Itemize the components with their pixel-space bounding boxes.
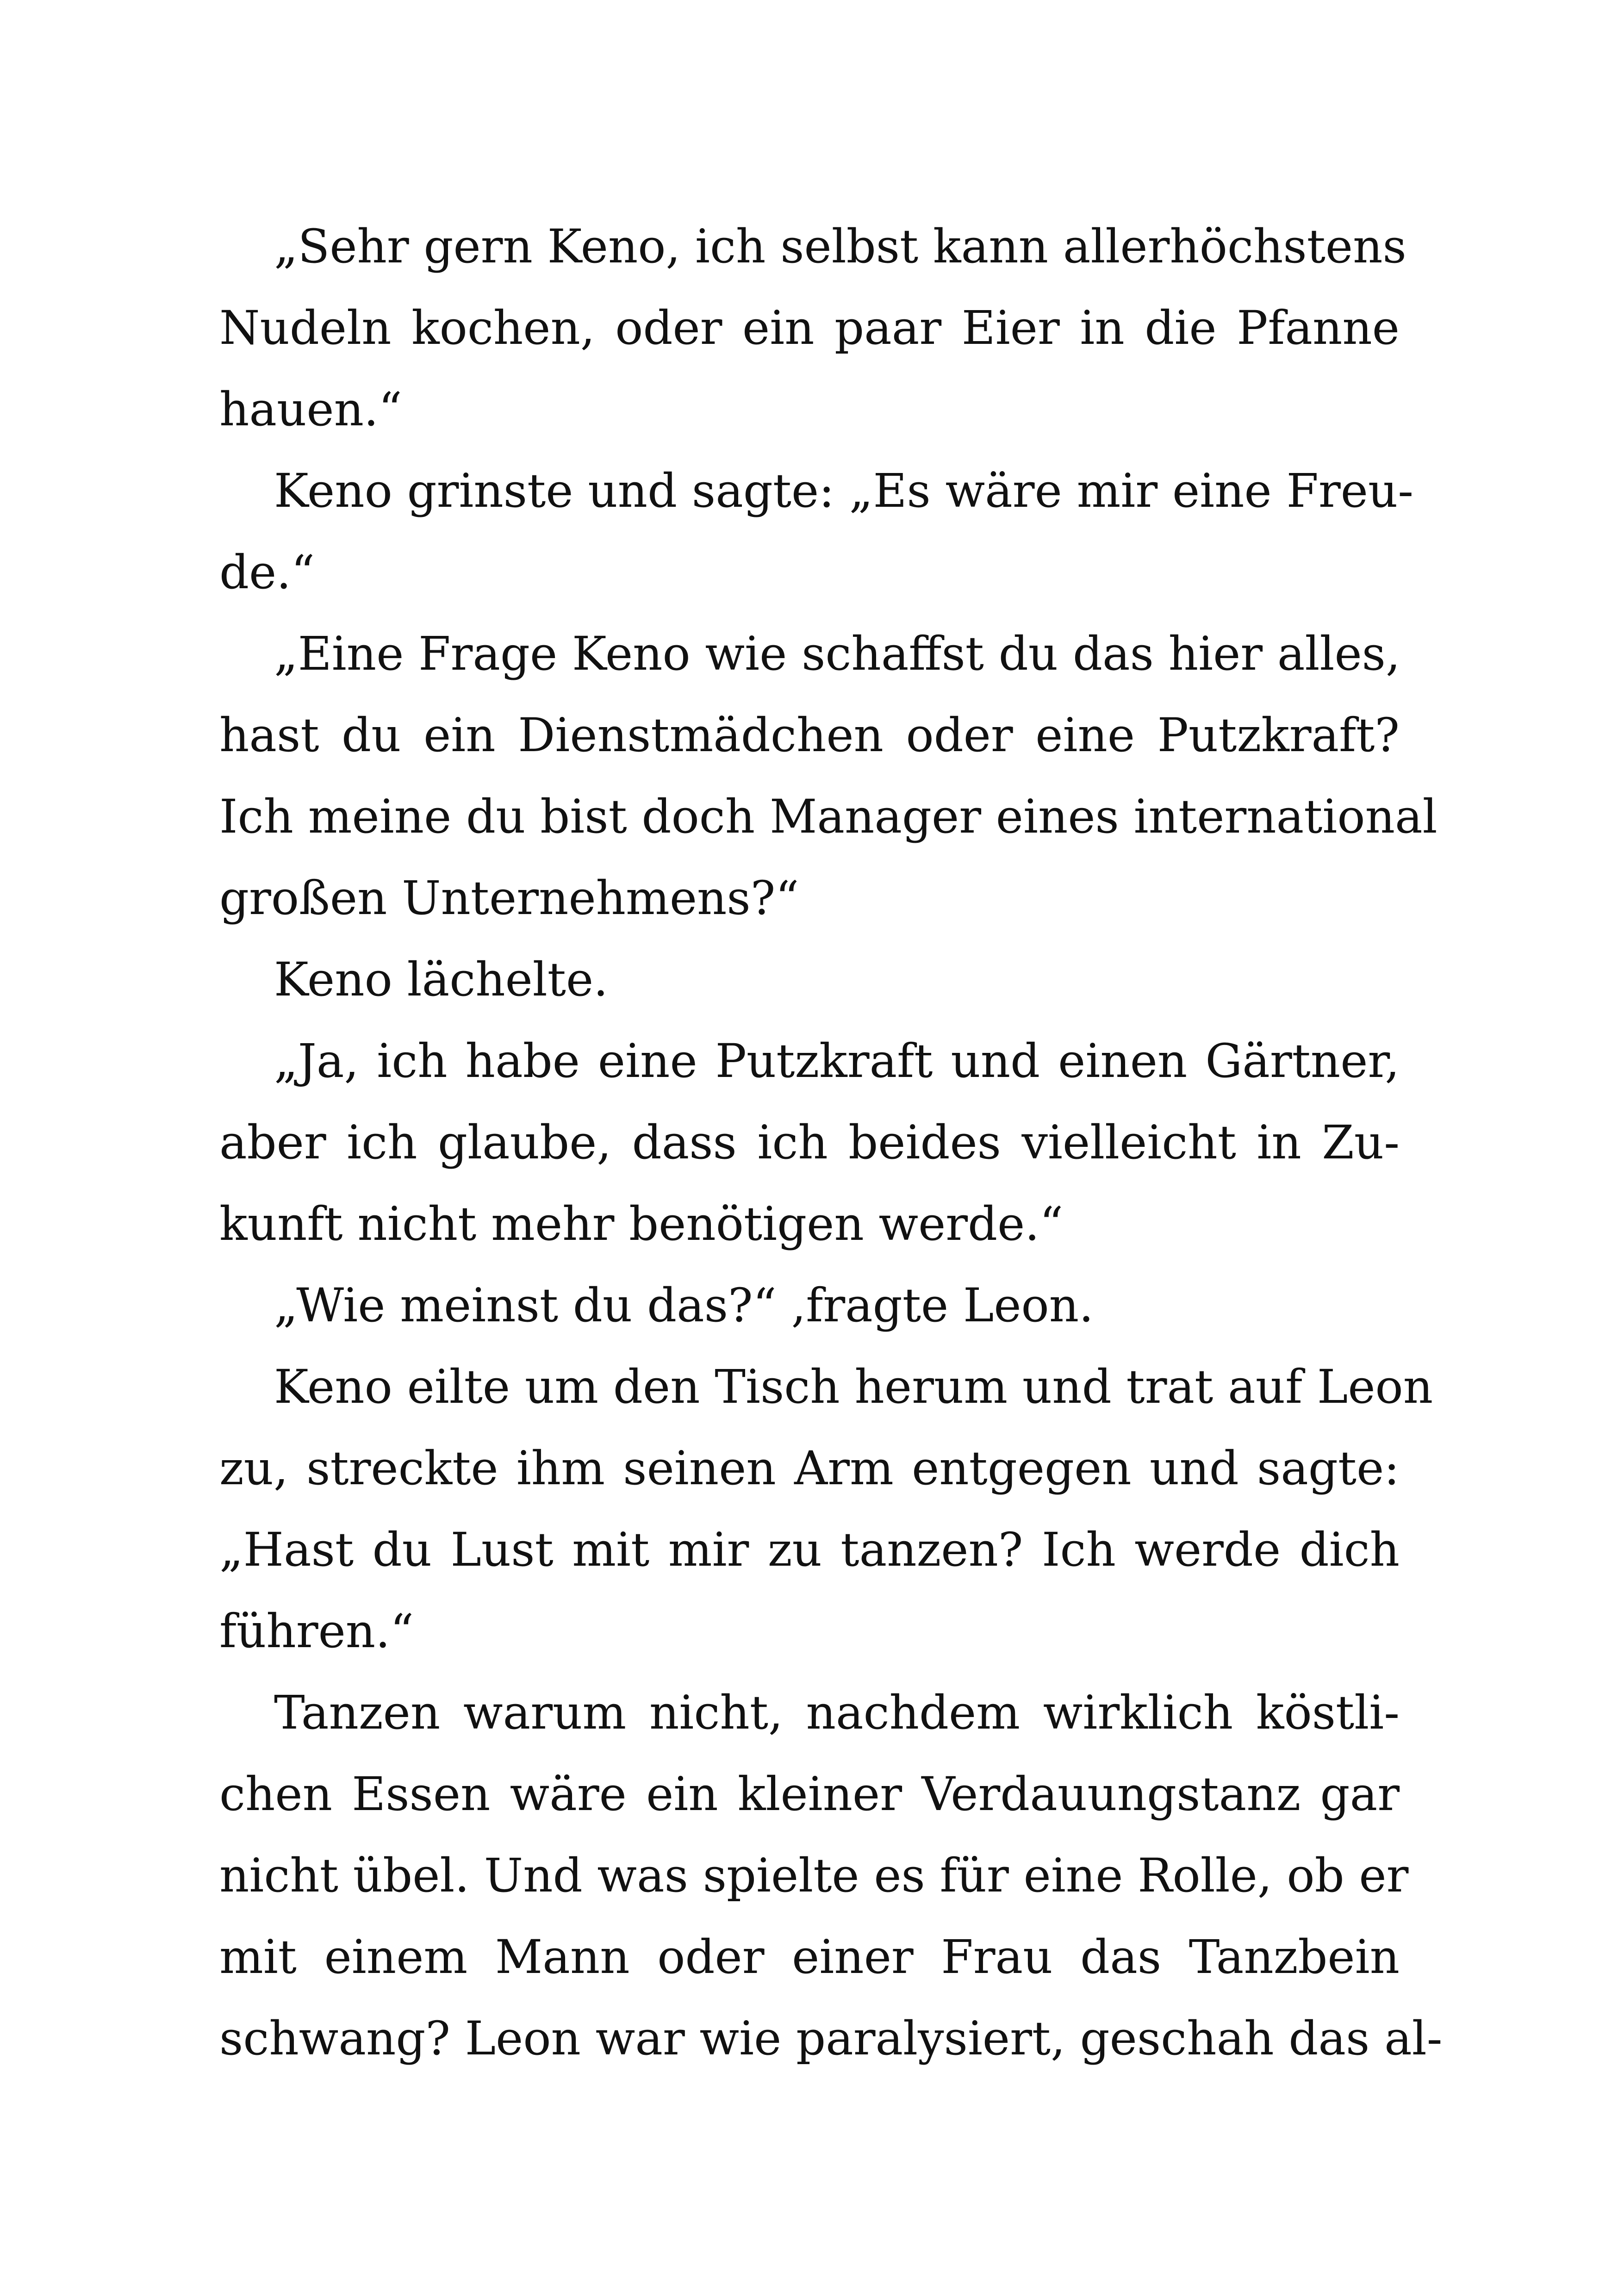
text-line: Keno lächelte. — [274, 952, 608, 1007]
text-line: „Wie meinst du das?“ ,fragte Leon. — [274, 1278, 1094, 1332]
text-line: aber ich glaube, dass ich beides vielleicht in Zu- — [219, 1115, 1400, 1170]
text-line: Keno eilte um den Tisch herum und trat auf Leon — [274, 1360, 1433, 1414]
text-line: führen.“ — [219, 1604, 414, 1658]
text-line: Ich meine du bist doch Manager eines international — [219, 790, 1438, 844]
text-line: hast du ein Dienstmädchen oder eine Putzkraft? — [219, 708, 1400, 762]
text-line: kunft nicht mehr benötigen werde.“ — [219, 1197, 1064, 1251]
text-line: zu, streckte ihm seinen Arm entgegen und sagte: — [219, 1441, 1400, 1495]
text-line: schwang? Leon war wie paralysiert, geschah das al- — [219, 2011, 1443, 2066]
text-line: de.“ — [219, 545, 315, 599]
text-line: „Sehr gern Keno, ich selbst kann allerhöchstens — [274, 219, 1406, 274]
text-line: „Hast du Lust mit mir zu tanzen? Ich werde dich — [219, 1523, 1400, 1577]
text-line: Tanzen warum nicht, nachdem wirklich köstli- — [274, 1686, 1400, 1740]
text-line: chen Essen wäre ein kleiner Verdauungstanz gar — [219, 1767, 1400, 1821]
text-line: hauen.“ — [219, 382, 402, 436]
text-line: großen Unternehmens?“ — [219, 871, 799, 925]
text-line: mit einem Mann oder einer Frau das Tanzbein — [219, 1930, 1400, 1984]
text-line: „Eine Frage Keno wie schaffst du das hier alles, — [274, 627, 1400, 681]
text-line: „Ja, ich habe eine Putzkraft und einen Gärtner, — [274, 1034, 1400, 1088]
body-text — [219, 206, 1443, 2079]
text-line: nicht übel. Und was spielte es für eine Rolle, ob er — [219, 1848, 1409, 1903]
text-line: Keno grinste und sagte: „Es wäre mir eine Freu- — [274, 464, 1414, 518]
text-line: Nudeln kochen, oder ein paar Eier in die Pfanne — [219, 301, 1400, 355]
